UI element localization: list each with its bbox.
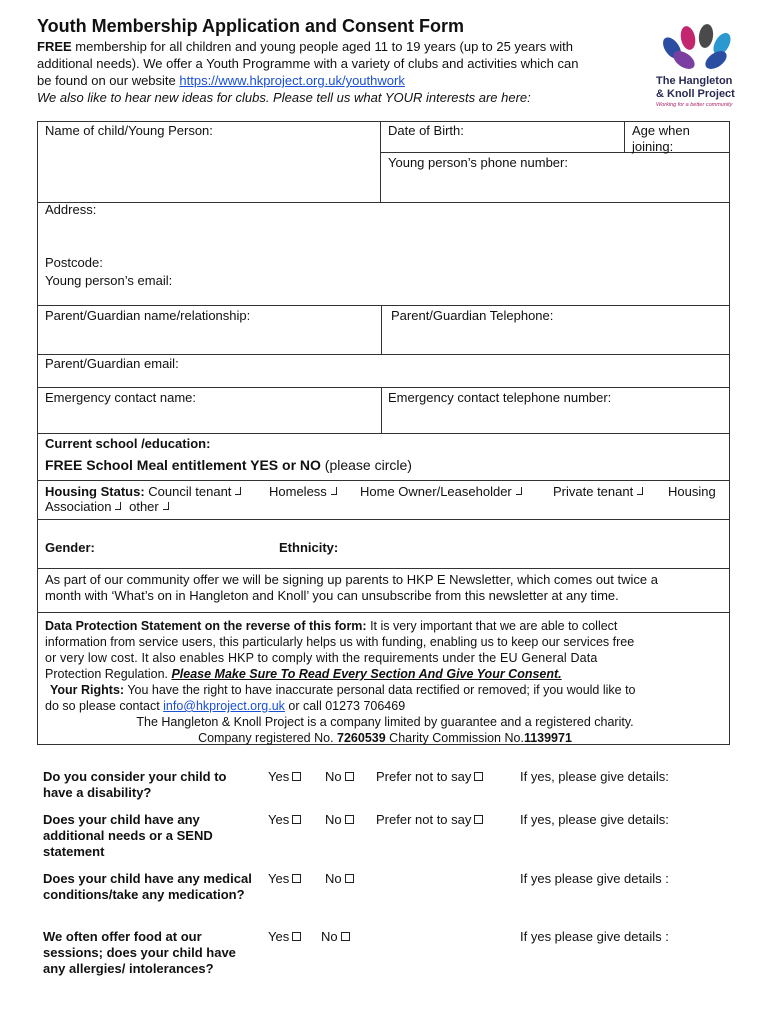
dp-company-line: The Hangleton & Knoll Project is a company limited by guarantee and a registered charity. [136,715,634,729]
name-label: Name of child/Young Person: [45,123,213,138]
meal-note: (please circle) [320,457,412,473]
hkp-logo [650,18,750,110]
q2-no[interactable]: No [325,812,354,827]
meal-label: FREE School Meal entitlement YES or NO [45,457,321,473]
question-medical: Does your child have any medical conditions/take any medication? [43,871,252,902]
checkbox-icon[interactable] [331,487,337,495]
dp-line-4-text: Protection Regulation. [45,667,172,681]
q1-no[interactable]: No [325,769,354,784]
contact-prefix: do so please contact [45,699,164,713]
checkbox-icon[interactable] [163,502,169,510]
housing-option-homeless[interactable]: Homeless [269,484,337,499]
housing-row-1 [45,484,241,499]
q1-prefer[interactable]: Prefer not to say [376,769,483,784]
logo-org-line-1: The Hangleton [656,75,733,87]
question-allergies: We often offer food at our sessions; does your child have any allergies/ intolerances? [43,929,236,976]
email-label: Young person’s email: [45,273,173,288]
intro-line-3 [37,72,405,89]
checkbox-icon[interactable] [292,815,301,824]
question-disability: Do you consider your child to have a disability? [43,769,227,800]
q3-no[interactable]: No [325,871,354,886]
checkbox-icon[interactable] [474,772,483,781]
housing-option-private[interactable]: Private tenant [553,484,643,499]
dp-line-1-text: It is very important that we are able to collect [366,619,618,633]
meal-row [45,457,412,473]
dp-contact-line [45,698,725,714]
gender-label: Gender: [45,540,95,555]
intro-free: FREE [37,39,72,54]
address-cell[interactable] [37,202,730,306]
q3-details: If yes please give details : [520,871,669,886]
q2-details: If yes, please give details: [520,812,669,827]
checkbox-icon[interactable] [292,932,301,941]
checkbox-icon[interactable] [474,815,483,824]
emergency-name-label: Emergency contact name: [45,390,197,405]
dp-line-3: or very low cost. It also enables HKP to comply with the requirements under the EU General Data [45,651,598,665]
charity-number: 1139971 [523,731,572,745]
dob-label: Date of Birth: [388,123,464,138]
housing-option-owner[interactable]: Home Owner/Leaseholder [360,484,522,499]
emergency-tel-label: Emergency contact telephone number: [388,390,612,405]
checkbox-icon[interactable] [516,487,522,495]
dp-consent-emphasis: Please Make Sure To Read Every Section And Give Your Consent. [171,667,562,681]
dp-paragraph [45,618,725,746]
postcode-label: Postcode: [45,255,103,270]
intro-line-4: We also like to hear new ideas for clubs. Please tell us what YOUR interests are here: [37,90,531,105]
address-label: Address: [45,202,97,217]
intro-line-1-text: membership for all children and young people aged 11 to 19 years (up to 25 years with [71,39,573,54]
housing-row-2 [45,499,169,514]
q1-yes[interactable]: Yes [268,769,301,784]
q2-prefer[interactable]: Prefer not to say [376,812,483,827]
dp-registration-line [45,730,725,746]
dp-rights-line [45,682,725,698]
housing-option-council[interactable]: Council tenant [148,484,241,499]
checkbox-icon[interactable] [345,772,354,781]
contact-suffix: or call 01273 706469 [284,699,406,713]
housing-option-other[interactable]: other [129,499,169,514]
parent-name-label: Parent/Guardian name/relationship: [45,308,251,323]
hand-shape [697,23,714,49]
school-label: Current school /education: [45,436,211,451]
rights-heading: Your Rights: [50,683,125,697]
checkbox-icon[interactable] [345,874,354,883]
q4-details: If yes please give details : [520,929,669,944]
rights-text: You have the right to have inaccurate personal data rectified or removed; if you would like to [124,683,636,697]
phone-label: Young person’s phone number: [388,155,568,170]
checkbox-icon[interactable] [292,874,301,883]
dp-line-1 [45,618,725,634]
housing-label: Housing Status: [45,484,145,499]
housing-option-association[interactable]: Association [45,499,121,514]
question-send: Does your child have any additional needs or a SEND statement [43,812,213,859]
reg-prefix: Company registered No. [198,731,338,745]
q3-yes[interactable]: Yes [268,871,301,886]
age-label-1: Age when [632,123,690,138]
dp-line-2: information from service users, this particularly helps us with funding, enabling us to keep our services free [45,635,635,649]
form-title: Youth Membership Application and Consent Form [37,16,465,36]
checkbox-icon[interactable] [235,487,241,495]
logo-org-line-2: & Knoll Project [656,88,735,100]
email-link[interactable]: info@hkproject.org.uk [163,699,285,713]
parent-tel-label: Parent/Guardian Telephone: [391,308,554,323]
hand-shape [679,25,698,51]
checkbox-icon[interactable] [345,815,354,824]
checkbox-icon[interactable] [341,932,350,941]
logo-tagline: Working for a better community [656,102,733,108]
q2-yes[interactable]: Yes [268,812,301,827]
reg-number: 7260539 [337,731,386,745]
checkbox-icon[interactable] [115,502,121,510]
age-label-2: joining: [632,139,674,154]
checkbox-icon[interactable] [292,772,301,781]
parent-email-label: Parent/Guardian email: [45,356,179,371]
website-link[interactable]: https://www.hkproject.org.uk/youthwork [179,73,405,88]
dp-line-4 [45,666,725,682]
charity-prefix: Charity Commission No. [385,731,524,745]
dp-heading: Data Protection Statement on the reverse of this form: [45,619,367,633]
gender-ethnicity-cell[interactable] [37,519,730,569]
intro-line-1 [37,38,573,55]
newsletter-line-1: As part of our community offer we will be signing up parents to HKP E Newsletter, which comes out twice a [45,572,658,587]
intro-line-2: additional needs). We offer a Youth Programme with a variety of clubs and activities which can [37,56,579,71]
checkbox-icon[interactable] [637,487,643,495]
housing-option-housing: Housing [668,484,716,499]
newsletter-line-2: month with ‘What’s on in Hangleton and Knoll’ you can unsubscribe from this newsletter at any time. [45,588,619,603]
hands-icon [650,18,750,74]
q1-details: If yes, please give details: [520,769,669,784]
q4-no[interactable]: No [321,929,350,944]
intro-line-3-text: be found on our website [37,73,180,88]
ethnicity-label: Ethnicity: [279,540,339,555]
q4-yes[interactable]: Yes [268,929,301,944]
